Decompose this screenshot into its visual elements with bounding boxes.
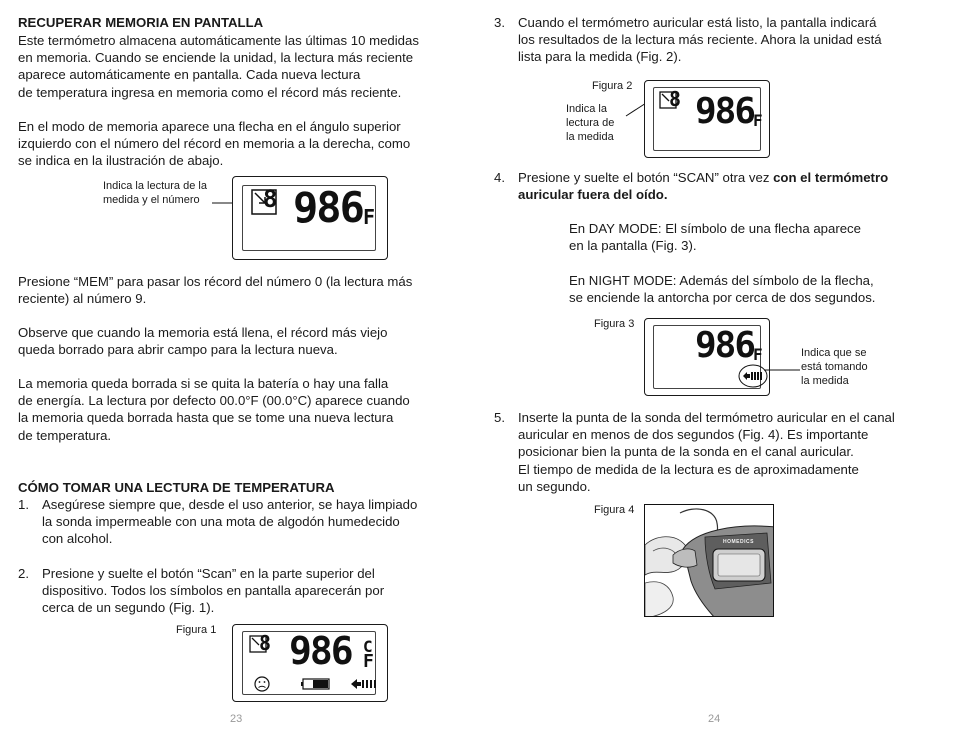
section-title-memory: RECUPERAR MEMORIA EN PANTALLA <box>18 15 264 30</box>
paragraph-memory-full: Observe que cuando la memoria está llena, el récord más viejo queda borrado para abrir campo para la lectura nueva. <box>18 325 388 358</box>
face-icon <box>255 677 269 691</box>
figure0-caption: Indica la lectura de la medida y el número <box>103 180 207 206</box>
ear-thermometer-illustration <box>645 505 774 617</box>
reading-digits: 986 <box>695 325 755 366</box>
memory-digit: 8 <box>669 87 680 111</box>
unit-f: F <box>753 111 761 130</box>
night-mode-text: En NIGHT MODE: Además del símbolo de la flecha, se enciende la antorcha por cerca de dos segundos. <box>569 273 876 306</box>
section-title-reading: CÓMO TOMAR UNA LECTURA DE TEMPERATURA <box>18 480 335 495</box>
figure4-illustration <box>644 504 774 617</box>
unit-c: C <box>363 637 371 656</box>
list-item-3: 3. Cuando el termómetro auricular está listo, la pantalla indicará los resultados de la lectura más reciente. Ahora la unidad está lista para la medida (Fig. 2). <box>494 15 882 65</box>
reading-digits: 986 <box>289 629 352 673</box>
paragraph-memory-cleared: La memoria queda borrada si se quita la batería o hay una falla de energía. La lectura por defecto 00.0°F (00.0°C) aparece cuando la memoria queda borrada hasta que se tome una nueva lectura de temperatura. <box>18 376 410 443</box>
figure2-label: Figura 2 <box>592 80 633 92</box>
memory-digit: 8 <box>263 185 276 213</box>
lcd-figure-memory <box>232 176 388 260</box>
figure4-label: Figura 4 <box>594 504 635 516</box>
figure3-pointer-line <box>764 367 804 373</box>
unit-f: F <box>363 205 374 229</box>
paragraph-memory-intro: Este termómetro almacena automáticamente las últimas 10 medidas en memoria. Cuando se enciende la unidad, la lectura más reciente aparece automáticamente en pantalla. Cada nueva lectura de temperatura ingresa en memoria como el récord más reciente. <box>18 33 419 100</box>
reading-digits: 986 <box>293 183 363 232</box>
figure3-label: Figura 3 <box>594 318 635 330</box>
paragraph-memory-arrow: En el modo de memoria aparece una flecha en el ángulo superior izquierdo con el número del récord en memoria a la derecha, como se indica en la ilustración de abajo. <box>18 119 411 169</box>
status-icons-row <box>253 675 383 693</box>
brand-logo: HOMEDICS <box>723 539 754 545</box>
list-item-2: 2. Presione y suelte el botón “Scan” en la parte superior del dispositivo. Todos los símbolos en pantalla aparecerán por cerca de un segundo (Fig. 1). <box>18 566 385 616</box>
page-number: 23 <box>230 713 243 725</box>
unit-f: F <box>753 345 761 364</box>
figure1-label: Figura 1 <box>176 624 217 636</box>
lcd-figure-1 <box>232 624 388 702</box>
reading-digits: 986 <box>695 91 755 132</box>
left-page <box>18 0 468 734</box>
figure3-caption: Indica que se está tomando la medida <box>801 347 868 387</box>
lcd-figure-2 <box>644 80 770 158</box>
list-item-1: 1. Asegúrese siempre que, desde el uso anterior, se haya limpiado la sonda impermeable con una mota de algodón humedecido con alcohol. <box>18 497 418 547</box>
figure2-caption: Indica la lectura de la medida <box>566 103 615 143</box>
list-item-5: 5. Inserte la punta de la sonda del termómetro auricular en el canal auricular en menos de dos segundos (Fig. 4). Es importante posicionar bien la punta de la sonda en el canal auricular. El tiempo de medida de la lectura es de aproximadamente un segundo. <box>494 410 895 494</box>
torch-arrow-icon <box>351 679 357 689</box>
day-mode-text: En DAY MODE: El símbolo de una flecha aparece en la pantalla (Fig. 3). <box>569 221 861 254</box>
list-item-4: 4. Presione y suelte el botón “SCAN” otra vez con el termómetro auricular fuera del oído. <box>494 170 889 203</box>
unit-f: F <box>363 651 372 672</box>
right-page <box>494 0 944 734</box>
lcd-figure-3 <box>644 318 770 396</box>
memory-digit: 8 <box>259 631 270 655</box>
page-number: 24 <box>708 713 721 725</box>
paragraph-mem-button: Presione “MEM” para pasar los récord del número 0 (la lectura más reciente) al número 9. <box>18 274 413 307</box>
